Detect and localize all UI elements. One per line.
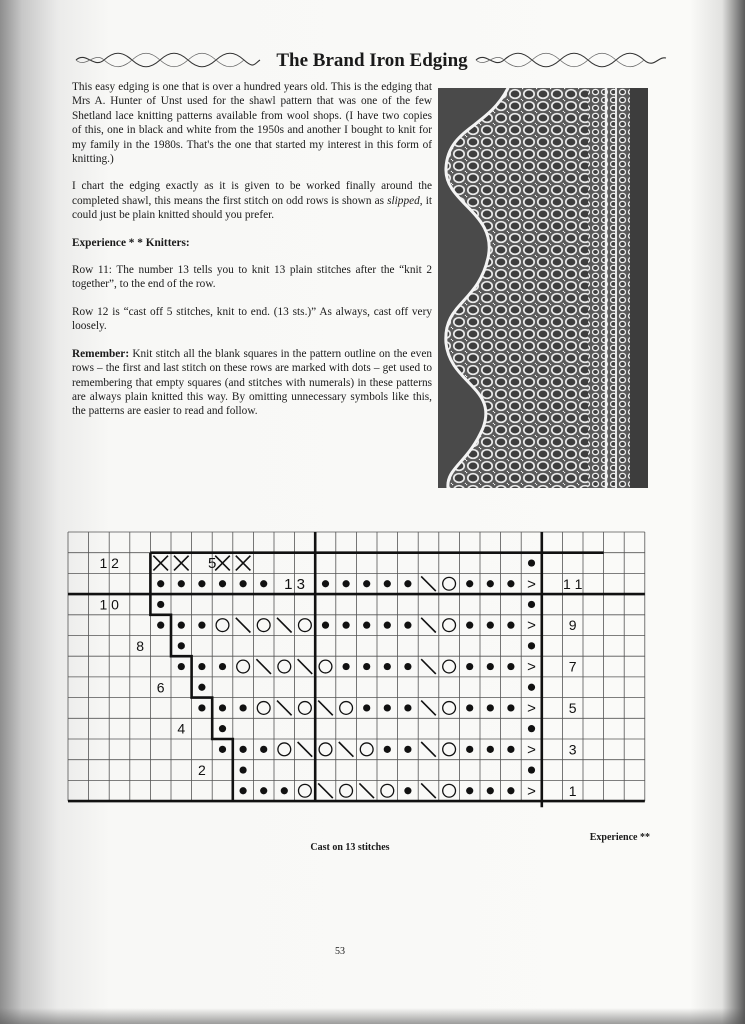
knit-stitch-dot <box>343 622 350 629</box>
remember-paragraph <box>72 347 432 419</box>
knit-stitch-dot <box>384 622 391 629</box>
knit-stitch-dot <box>178 622 185 629</box>
yarn-over-symbol <box>443 619 456 632</box>
k2tog-symbol <box>421 659 436 674</box>
experience-rating: Experience ** <box>589 832 650 843</box>
knit-stitch-dot <box>507 663 514 670</box>
yarn-over-symbol <box>299 784 312 797</box>
knit-stitch-dot <box>384 746 391 753</box>
yarn-over-symbol <box>443 784 456 797</box>
knit-stitch-dot <box>507 622 514 629</box>
yarn-over-symbol <box>340 784 353 797</box>
even-row-label: 1 0 <box>99 596 119 613</box>
knit-stitch-dot <box>404 622 411 629</box>
knit-stitch-dot <box>528 642 535 649</box>
knit-stitch-dot <box>240 580 247 587</box>
knit-stitch-dot <box>260 580 267 587</box>
k2tog-symbol <box>277 701 292 716</box>
k2tog-symbol <box>277 618 292 633</box>
row12-cast-off-count: 5 <box>208 555 217 573</box>
yarn-over-symbol <box>443 577 456 590</box>
knit-stitch-dot <box>507 580 514 587</box>
knit-stitch-dot <box>487 746 494 753</box>
yarn-over-symbol <box>319 743 332 756</box>
slip-stitch-symbol: > <box>527 658 536 676</box>
knit-stitch-dot <box>487 580 494 587</box>
cast-off-symbol <box>174 556 189 571</box>
even-row-label: 8 <box>136 637 144 654</box>
title-row <box>72 48 672 78</box>
knit-stitch-dot <box>528 601 535 608</box>
knit-stitch-dot <box>487 622 494 629</box>
k2tog-symbol <box>298 742 313 757</box>
chart-note-text-2: , it could just be plain knitted should you prefer. <box>72 194 432 222</box>
page-number: 53 <box>335 946 345 957</box>
knit-stitch-dot <box>157 580 164 587</box>
row11-stitch-count: 1 3 <box>284 575 306 593</box>
knit-stitch-dot <box>384 663 391 670</box>
chart-grid <box>68 532 645 801</box>
k2tog-symbol <box>421 618 436 633</box>
k2tog-symbol <box>359 783 374 798</box>
slip-stitch-symbol: > <box>527 617 536 635</box>
yarn-over-symbol <box>299 702 312 715</box>
slip-stitch-symbol: > <box>527 782 536 800</box>
knit-stitch-dot <box>198 684 205 691</box>
knit-stitch-dot <box>487 787 494 794</box>
knit-stitch-dot <box>507 704 514 711</box>
knit-stitch-dot <box>219 746 226 753</box>
knit-stitch-dot <box>178 580 185 587</box>
k2tog-symbol <box>421 742 436 757</box>
k2tog-symbol <box>339 742 354 757</box>
page-title: The Brand Iron Edging <box>276 50 468 71</box>
yarn-over-symbol <box>443 660 456 673</box>
knit-stitch-dot <box>466 622 473 629</box>
knit-stitch-dot <box>240 787 247 794</box>
right-flourish-ornament <box>472 50 668 70</box>
knit-stitch-dot <box>507 746 514 753</box>
yarn-over-symbol <box>299 619 312 632</box>
knit-stitch-dot <box>528 766 535 773</box>
knit-stitch-dot <box>404 580 411 587</box>
odd-row-label: 1 1 <box>562 575 583 592</box>
yarn-over-symbol <box>319 660 332 673</box>
knit-stitch-dot <box>404 746 411 753</box>
experience-heading-text: Experience * * Knitters: <box>72 236 190 249</box>
knit-stitch-dot <box>466 580 473 587</box>
knit-stitch-dot <box>528 725 535 732</box>
slip-stitch-symbol: > <box>527 699 536 717</box>
slip-stitch-symbol: > <box>527 575 536 593</box>
knit-stitch-dot <box>178 663 185 670</box>
knit-stitch-dot <box>219 580 226 587</box>
experience-heading <box>72 236 432 250</box>
knit-stitch-dot <box>219 704 226 711</box>
odd-row-label: 3 <box>568 741 577 758</box>
yarn-over-symbol <box>257 702 270 715</box>
yarn-over-symbol <box>443 702 456 715</box>
knit-stitch-dot <box>363 580 370 587</box>
knit-stitch-dot <box>466 746 473 753</box>
knit-stitch-dot <box>281 787 288 794</box>
k2tog-symbol <box>256 659 271 674</box>
even-row-label: 6 <box>156 679 165 696</box>
remember-label: Remember: <box>72 347 130 360</box>
knit-stitch-dot <box>466 663 473 670</box>
knitting-chart <box>60 524 650 824</box>
knit-stitch-dot <box>404 787 411 794</box>
yarn-over-symbol <box>340 702 353 715</box>
yarn-over-symbol <box>237 660 250 673</box>
k2tog-symbol <box>318 783 333 798</box>
knit-stitch-dot <box>343 580 350 587</box>
knit-stitch-dot <box>219 725 226 732</box>
row12-paragraph: Row 12 is “cast off 5 stitches, knit to end. (13 sts.)” As always, cast off very loosely. <box>72 305 432 333</box>
knit-stitch-dot <box>363 622 370 629</box>
knit-stitch-dot <box>198 663 205 670</box>
knit-stitch-dot <box>198 622 205 629</box>
odd-row-label: 9 <box>568 617 577 634</box>
body-text <box>72 80 432 432</box>
knit-stitch-dot <box>260 787 267 794</box>
knit-stitch-dot <box>260 746 267 753</box>
knit-stitch-dot <box>528 684 535 691</box>
knit-stitch-dot <box>487 704 494 711</box>
knit-stitch-dot <box>487 663 494 670</box>
knit-stitch-dot <box>198 704 205 711</box>
k2tog-symbol <box>318 701 333 716</box>
knit-stitch-dot <box>240 746 247 753</box>
yarn-over-symbol <box>216 619 229 632</box>
knit-stitch-dot <box>404 704 411 711</box>
odd-row-label: 1 <box>568 782 577 799</box>
odd-row-label: 5 <box>568 699 577 716</box>
knit-stitch-dot <box>157 601 164 608</box>
page-edge-shadow <box>0 1008 745 1024</box>
knit-stitch-dot <box>384 704 391 711</box>
slipped-emphasis: slipped <box>387 194 420 207</box>
k2tog-symbol <box>236 618 251 633</box>
row11-paragraph: Row 11: The number 13 tells you to knit 13 plain stitches after the “knit 2 together”, to the end of the row. <box>72 264 432 291</box>
k2tog-symbol <box>421 576 436 591</box>
odd-row-label: 7 <box>568 658 577 675</box>
knit-stitch-dot <box>240 766 247 773</box>
knit-stitch-dot <box>219 663 226 670</box>
knit-stitch-dot <box>178 642 185 649</box>
knit-stitch-dot <box>240 704 247 711</box>
knit-stitch-dot <box>363 663 370 670</box>
even-row-label: 4 <box>177 720 186 737</box>
cast-on-caption: Cast on 13 stitches <box>310 842 390 853</box>
knit-stitch-dot <box>507 787 514 794</box>
k2tog-symbol <box>421 701 436 716</box>
chart-symbols <box>153 555 536 800</box>
cast-off-symbol <box>153 556 168 571</box>
knit-stitch-dot <box>322 622 329 629</box>
knit-stitch-dot <box>198 580 205 587</box>
knit-stitch-dot <box>343 663 350 670</box>
yarn-over-symbol <box>443 743 456 756</box>
yarn-over-symbol <box>278 743 291 756</box>
knit-stitch-dot <box>384 580 391 587</box>
cast-off-symbol <box>215 556 230 571</box>
even-row-label: 2 <box>198 762 206 779</box>
knit-stitch-dot <box>466 787 473 794</box>
k2tog-symbol <box>421 783 436 798</box>
yarn-over-symbol <box>278 660 291 673</box>
even-row-label: 1 2 <box>99 555 119 572</box>
lace-edging-photo <box>438 88 648 488</box>
cast-off-symbol <box>236 556 251 571</box>
lace-photo-illustration <box>438 88 648 488</box>
knit-stitch-dot <box>466 704 473 711</box>
remember-text: Knit stitch all the blank squares in the pattern outline on the even rows – the first and last stitch on these rows are marked with dots – get used to remembering that empty squares (and stitches with numerals) in these patterns are always plain knitted this way. By omitting unnecessary symbols like this, the patterns are easier to read and follow. <box>72 347 432 418</box>
knit-stitch-dot <box>404 663 411 670</box>
yarn-over-symbol <box>360 743 373 756</box>
chart-note-text-1: I chart the edging exactly as it is given to be worked finally around the completed shawl, this means the first stitch on odd rows is shown as <box>72 180 432 207</box>
knit-stitch-dot <box>157 622 164 629</box>
yarn-over-symbol <box>381 784 394 797</box>
yarn-over-symbol <box>257 619 270 632</box>
knit-stitch-dot <box>322 580 329 587</box>
knit-stitch-dot <box>363 704 370 711</box>
chart-note-paragraph <box>72 179 432 222</box>
k2tog-symbol <box>298 659 313 674</box>
intro-paragraph: This easy edging is one that is over a hundred years old. This is the edging that Mrs A. Hunter of Unst used for the shawl pattern that was one of the few Shetland lace knitting patterns available from wool shops. (I have two copies of this, one in black and white from the 1950s and another I bought to knit for my family in the 1980s. That's the one that started my interest in this form of knitting.) <box>72 81 432 166</box>
slip-stitch-symbol: > <box>527 741 536 759</box>
knit-stitch-dot <box>528 559 535 566</box>
